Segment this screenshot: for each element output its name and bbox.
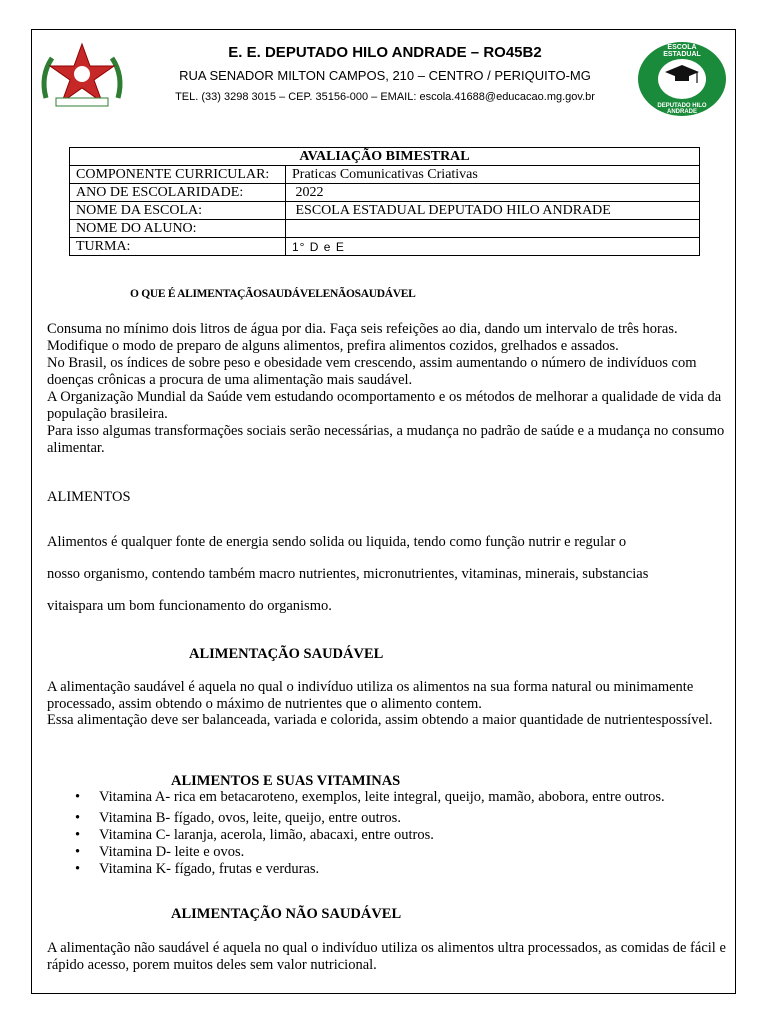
list-item: • Vitamina K- fígado, frutas e verduras. [47, 861, 665, 878]
student-name-field[interactable] [286, 220, 700, 238]
table-row [70, 166, 700, 184]
state-coat-of-arms-icon [36, 40, 128, 112]
row-label: TURMA: [70, 238, 286, 256]
list-item: • Vitamina D- leite e ovos. [47, 844, 665, 861]
table-row [70, 202, 700, 220]
row-value: 2022 [286, 184, 700, 202]
alimentos-line: Alimentos é qualquer fonte de energia sendo solida ou liquida, tendo como função nutrir e regular o [47, 534, 627, 550]
school-address: RUA SENADOR MILTON CAMPOS, 210 – CENTRO / PERIQUITO-MG [179, 68, 591, 83]
alimentos-line: vitaispara um bom funcionamento do organismo. [47, 598, 332, 614]
section-heading-nao-saudavel: ALIMENTAÇÃO NÃO SAUDÁVEL [171, 906, 402, 922]
section-heading-alimentos: ALIMENTOS [47, 489, 131, 505]
nao-saudavel-paragraph: A alimentação não saudável é aquela no qual o indivíduo utiliza os alimentos ultra processados, as comidas de fácil e rápido acesso, porem muitos deles sem valor nutricional. [47, 940, 726, 973]
table-row [70, 238, 700, 256]
school-name: E. E. DEPUTADO HILO ANDRADE – RO45B2 [228, 44, 542, 61]
saudavel-paragraph: A alimentação saudável é aquela no qual o indivíduo utiliza os alimentos na sua forma natural ou minimamente processado, assim obtendo o máximo de nutrientes que o alimento contem. [47, 679, 694, 712]
main-title: O QUE É ALIMENTAÇÃOSAUDÁVELENÃOSAUDÁVEL [130, 288, 416, 300]
list-item: • Vitamina B- fígado, ovos, leite, queijo, entre outros. [47, 810, 665, 827]
seal-arc-text: ESCOLA ESTADUAL [663, 44, 701, 58]
section-heading-vitaminas: ALIMENTOS E SUAS VITAMINAS [171, 773, 401, 789]
table-row [70, 184, 700, 202]
row-value: 1° D e E [286, 238, 700, 256]
school-seal [637, 41, 727, 117]
seal-bottom-text: DEPUTADO HILO ANDRADE [657, 103, 707, 115]
school-contact: TEL. (33) 3298 3015 – CEP. 35156-000 – EMAIL: escola.41688@educacao.mg.gov.br [175, 91, 595, 103]
row-label: COMPONENTE CURRICULAR: [70, 166, 286, 184]
row-label: NOME DA ESCOLA: [70, 202, 286, 220]
table-title-row [70, 148, 700, 166]
row-value: ESCOLA ESTADUAL DEPUTADO HILO ANDRADE [286, 202, 700, 220]
intro-paragraph: No Brasil, os índices de sobre peso e obesidade vem crescendo, assim aumentando o número de indivíduos com doenças crônicas a procura de uma alimentação mais saudável. [47, 355, 697, 388]
row-label: ANO DE ESCOLARIDADE: [70, 184, 286, 202]
saudavel-paragraph: Essa alimentação deve ser balanceada, variada e colorida, assim obtendo a maior quantidade de nutrientespossível. [47, 712, 713, 728]
assessment-info-table [69, 147, 700, 256]
intro-paragraph: Consuma no mínimo dois litros de água por dia. Faça seis refeições ao dia, dando um intervalo de três horas. Modifique o modo de preparo de alguns alimentos, prefira alimentos cozidos, grelhados e assados. [47, 321, 678, 354]
row-label: NOME DO ALUNO: [70, 220, 286, 238]
table-title: AVALIAÇÃO BIMESTRAL [70, 148, 700, 166]
intro-paragraph: Para isso algumas transformações sociais serão necessárias, a mudança no padrão de saúde e a mudança no consumo alimentar. [47, 423, 725, 456]
alimentos-line: nosso organismo, contendo também macro nutrientes, micronutrientes, vitaminas, minerais, substancias [47, 566, 649, 582]
table-row [70, 220, 700, 238]
section-heading-saudavel: ALIMENTAÇÃO SAUDÁVEL [189, 646, 384, 662]
intro-paragraph: A Organização Mundial da Saúde vem estudando ocomportamento e os métodos de melhorar a qualidade de vida da população brasileira. [47, 389, 722, 422]
list-item: • Vitamina A- rica em betacaroteno, exemplos, leite integral, queijo, mamão, abobora, entre outros. [47, 789, 665, 806]
vitamins-list [47, 789, 665, 878]
list-item: • Vitamina C- laranja, acerola, limão, abacaxi, entre outros. [47, 827, 665, 844]
row-value: Praticas Comunicativas Criativas [286, 166, 700, 184]
